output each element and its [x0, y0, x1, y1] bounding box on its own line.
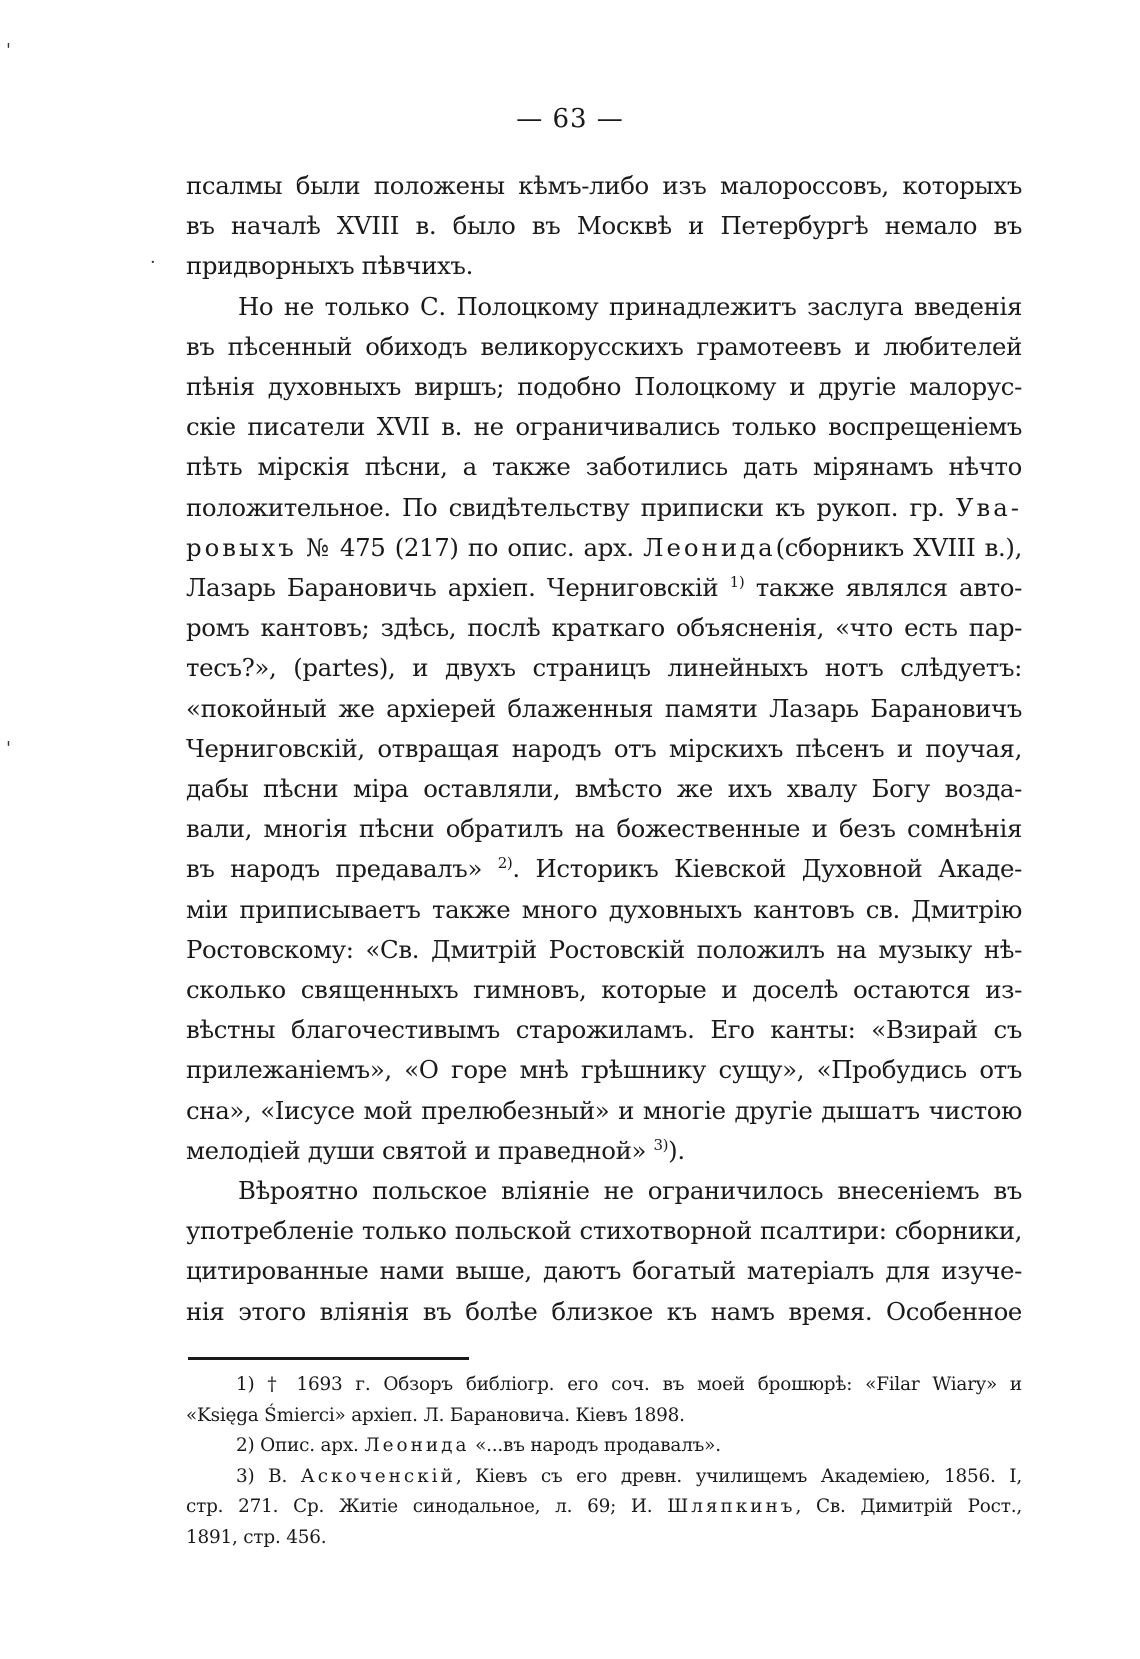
- text-segment: ).: [668, 1135, 685, 1165]
- text-segment: стр. 271. Ср. Житіе синодальное, л. 69; И.: [186, 1496, 668, 1518]
- text-line: Но не только С. Полоцкому принадлежитъ заслуга введенія: [238, 291, 1022, 321]
- text-line: сна», «Іисусе мой прелюбезный» и многіе другіе дышатъ чистою: [186, 1095, 1022, 1125]
- text-line: употребленіе только польской стихотворной псалтири: сборники,: [186, 1216, 1022, 1246]
- note-ref: 1): [729, 572, 745, 591]
- body-text: [186, 166, 1022, 1332]
- text-line: псалмы были положены кѣмъ-либо изъ малороссовъ, которыхъ: [186, 171, 1022, 200]
- text-line: [186, 1131, 1022, 1171]
- text-segment: «...въ народъ продавалъ».: [469, 1435, 721, 1457]
- note-ref: 2): [497, 854, 513, 873]
- text-line: [186, 488, 1022, 528]
- spaced-name: Аскоченскій: [300, 1465, 456, 1487]
- text-line: въ началѣ XVIII в. было въ Москвѣ и Петербургѣ немало въ: [186, 211, 1022, 241]
- page-number: — 63 —: [516, 104, 624, 134]
- text-line: въ пѣсенный обиходъ великорусскихъ грамотеевъ и любителей: [186, 331, 1022, 361]
- text-line: тесъ?», (partes), и двухъ страницъ линейныхъ нотъ слѣдуетъ:: [186, 653, 1022, 683]
- spaced-name: Шляпкинъ: [667, 1496, 796, 1518]
- text-line: [186, 528, 1022, 568]
- text-line: «покойный же архіерей блаженныя памяти Лазарь Барановичъ: [186, 693, 1022, 723]
- text-segment: мелодіей души святой и праведной»: [186, 1135, 654, 1165]
- text-segment: 2) Опис. арх.: [236, 1435, 365, 1457]
- text-segment: положительное. По свидѣтельству приписки къ рукоп. гр.: [186, 492, 956, 522]
- text-line: цитированные нами выше, даютъ богатый матеріалъ для изуче-: [186, 1256, 1022, 1286]
- spaced-name: Ува-: [955, 492, 1022, 522]
- footnote-line: [186, 1431, 1022, 1462]
- text-line: пѣть мірскія пѣсни, а также заботились дать мірянамъ нѣчто: [186, 452, 1022, 482]
- footnotes: [186, 1370, 1022, 1554]
- footnote-line: [186, 1492, 1022, 1523]
- footnote-line: «Księga Śmierci» архіеп. Л. Барановича. Кіевъ 1898.: [186, 1404, 685, 1426]
- text-line: міи приписываетъ также много духовныхъ кантовъ св. Дмитрію: [186, 894, 1022, 924]
- text-line: прилежаніемъ», «О горе мнѣ грѣшнику сущу», «Пробудись отъ: [186, 1055, 1022, 1085]
- text-segment: въ народъ предавалъ»: [186, 854, 498, 884]
- margin-mark-dot: ·: [150, 252, 156, 273]
- text-segment: также являлся авто-: [755, 573, 1022, 603]
- text-line: сколько священныхъ гимновъ, которые и доселѣ остаются из-: [186, 975, 1022, 1005]
- text-segment: 3) В.: [236, 1465, 301, 1487]
- text-line: вѣстны благочестивымъ старожиламъ. Его канты: «Взирай съ: [186, 1015, 1022, 1045]
- text-segment: . Историкъ Кіевской Духовной Акаде-: [512, 854, 1022, 884]
- text-segment: (сборникъ XVIII в.),: [775, 532, 1022, 562]
- text-line: дабы пѣсни міра оставляли, вмѣсто же ихъ хвалу Богу возда-: [186, 774, 1022, 804]
- text-line: Ростовскому: «Св. Дмитрій Ростовскій положилъ на музыку нѣ-: [186, 934, 1022, 964]
- text-line: Черниговскій, отвращая народъ отъ мірскихъ пѣсенъ и поучая,: [186, 733, 1022, 763]
- note-ref: 3): [653, 1135, 669, 1154]
- margin-mark-mid: ': [6, 738, 11, 759]
- spaced-name: Леонида: [643, 532, 776, 562]
- text-segment: № 475 (217) по опис. арх.: [306, 532, 644, 562]
- text-line: придворныхъ пѣвчихъ.: [186, 251, 473, 281]
- text-line: скіе писатели XVII в. не ограничивались только воспрещеніемъ: [186, 412, 1022, 442]
- text-line: ромъ кантовъ; здѣсь, послѣ краткаго объясненія, «что есть пар-: [186, 613, 1022, 643]
- footnote-line: 1) † 1693 г. Обзоръ библіогр. его соч. въ моей брошюрѣ: «Filar Wiary» и: [236, 1374, 1022, 1395]
- text-line: нія этого вліянія въ болѣе близкое къ намъ время. Особенное: [186, 1296, 1022, 1326]
- text-segment: Лазарь Барановичь архіеп. Черниговскій: [186, 573, 730, 603]
- text-line: [186, 849, 1022, 889]
- footnote-line: [186, 1462, 1022, 1493]
- footnote-divider: [188, 1357, 469, 1360]
- spaced-name: Леонида: [364, 1435, 470, 1457]
- text-line: [186, 568, 1022, 608]
- text-segment: , Кіевъ съ его древн. училищемъ Академіею, 1856. I,: [455, 1465, 1023, 1487]
- text-segment: , Св. Димитрій Рост.,: [795, 1496, 1022, 1518]
- text-line: Вѣроятно польское вліяніе не ограничилось внесеніемъ въ: [238, 1176, 1022, 1206]
- margin-mark-top: ': [6, 40, 11, 61]
- footnote-line: 1891, стр. 456.: [186, 1526, 327, 1548]
- text-line: вали, многія пѣсни обратилъ на божественные и безъ сомнѣнія: [186, 814, 1022, 844]
- text-line: пѣнія духовныхъ виршъ; подобно Полоцкому и другіе малорус-: [186, 372, 1022, 402]
- spaced-name: ровыхъ: [186, 532, 297, 562]
